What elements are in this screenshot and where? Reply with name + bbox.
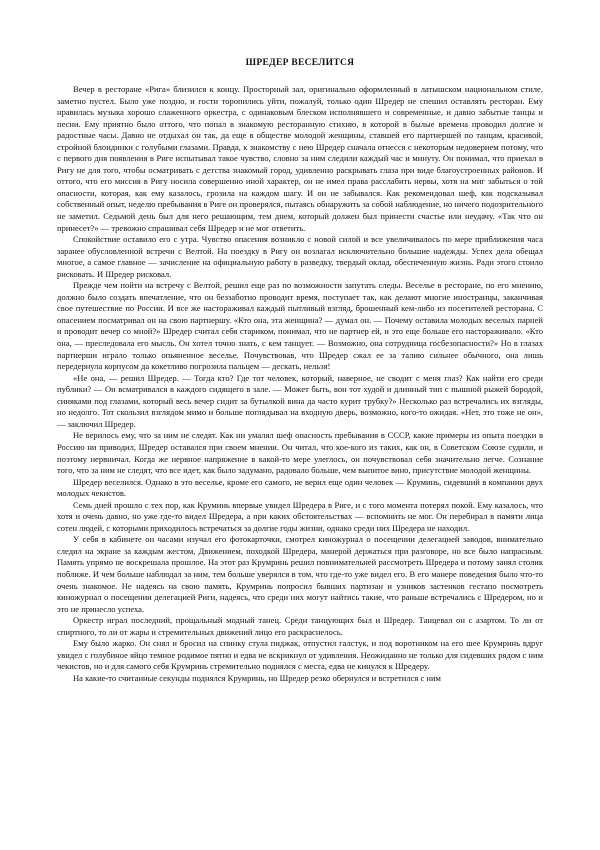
paragraph: Семь дней прошло с тех пор, как Круминь впервые увидел Шредера в Риге, и с того момента потерял покой. Ему казалось, что хотя и очень давно, но уже где-то видел Шредера, а при каких обстоятельствах — вспомнить не мог. Он перебирал в памяти лица сотен людей, с которыми приходилось встречаться за долгие годы жизни, однако среди них Шредера не находил.: [57, 499, 543, 533]
paragraph: Не верилось ему, что за ним не следят. Как ни умалял шеф опасность пребывания в СССР, какие примеры из опыта поездки в Россию ни приводил, Шредер оставался при своем мнении. Он читал, что кое-кого из таких, как он, в Советском Союзе судили, и поэтому нервничал. Когда же нервное напряжение в какой-то мере улеглось, он почувствовал себя значительно легче. Сознание того, что за ним не следят, что все идет, как было задумано, радовало больше, чем выпитое вино, присутствие молодой женщины.: [57, 430, 543, 476]
paragraph: Спокойствие оставило его с утра. Чувство опасения возникло с новой силой и все увеличивалось по мере приближения часа заранее обусловленной встречи с Велтой. На поездку в Ригу он возлагал исключительно большие надежды. Успех дела обещал многое, а самое главное — зачисление на официальную работу в разведку, твердый оклад, обеспеченную жизнь. Ради этого стоило рисковать. И Шредер рисковал.: [57, 234, 543, 279]
paragraph: «Не она, — решил Шредер. — Тогда кто? Где тот человек, который, наверное, не сводит с меня глаз? Как найти его среди публики? — Он всматривался в каждого сидящего в зале. — Может быть, вон тот худой и длинный тип с пышной рыжей бородой, синяками под глазами, который весь вечер сидит за бутылкой вина да часто курит трубку?» Несколько раз встречались их взгляды, но недолго. Тот скользил взглядом мимо и больше поглядывал на входную дверь, возможно, кого-то ожидая. «Нет, это тоже не он», — заключил Шредер.: [57, 372, 543, 429]
paragraph: Вечер в ресторане «Рига» близился к концу. Просторный зал, оригинально оформленный в латышском национальном стиле, заметно пустел. Было уже поздно, и гости торопились уйти, пожалуй, только один Шредер не спешил оставлять ресторан. Ему нравилась музыка хорошо слаженного оркестра, с одинаковым блеском исполнявшего и современные, и давно забытые танцы и песни. Ему приятно было оттого, что попал в знакомую ресторанную стихию, в которой в былые времена проводил долгие и радостные часы. Давно не отдыхал он так, да еще в обществе молодой женщины, ставшей его партнершей по танцам, красивой, стройной блондинки с голубыми глазами. Правда, к знакомству с нею Шредер сначала отнесся с некоторым недоверием потому, что с первого дня появления в Риге испытывал такое чувство, словно за ним следили каждый час и минуту. Он понимал, что приехал в Ригу не для того, чтобы осматривать с детства знакомый город, удивленно раскрывать глаза при виде благоустроенных районов. И оттого, что его миссия в Ригу носила совершенно иной характер, он не имел права расслабить нервы, хотя на миг забыться о той опасности, которая, как ему казалось, грозила на каждом шагу. И он не забывался. Как рекомендовал шеф, как подсказывал собственный опыт, неделю пребывания в Риге он проверялся, пытаясь обнаружить за собой наблюдение, но ничего подозрительного не заметил. Седьмой день был для него решающим, тем днем, который должен был принести счастье или неудачу. «Так что он принесет?» — тревожно спрашивал себя Шредер и не мог ответить.: [57, 84, 543, 233]
paragraph: На какие-то считанные секунды поднялся Крумринь, но Шредер резко обернулся и встретился с ним: [73, 672, 441, 683]
paragraph: Оркестр играл последний, прощальный модный танец. Среди танцующих был и Шредер. Танцевал он с азартом. То ли от спиртного, то ли от жары и стремительных движений лицо его раскраснелось.: [57, 615, 543, 637]
page-title: ШРЕДЕР ВЕСЕЛИТСЯ: [245, 58, 355, 68]
paragraph: Ему было жарко. Он снял и бросил на спинку стула пиджак, отпустил галстук, и под воротником на его шее Крумринь вдруг увидел с голубиное яйцо темное родимое пятно и едва не вскрикнул от удивления. Неожиданно не только для сидевших рядом с ним чекистов, но и для самого себя Крумринь стремительно поднялся с места, едва не кинулся к Шредеру.: [57, 638, 543, 672]
paragraph: Прежде чем пойти на встречу с Велтой, решил еще раз по возможности запутать следы. Веселье в ресторане, по его мнению, должно было создать впечатление, что он беззаботно проводит время, поступает так, как делают многие иностранцы, заканчивая свое путешествие по России. И все же настораживал каждый пытливый взгляд, брошенный кем-либо из посетителей ресторана. С опасением посматривал он на свою партнершу. «Кто она, эта женщина? — думал он. — Почему оставила молодых веселых парней и проводит вечер со мной?» Шредер считал себя стариком, понимал, что не партнер ей, и это еще больше его настораживало. «Кто она, — преследовала его мысль. Он хотел точно знать, с кем танцует. — Возможно, она сотрудница госбезопасности?» Но в глазах партнерши играло только опьяненное веселье. Почувствовав, что Шредер сжал ее за талию сильнее обычного, она лишь передернула корпусом да кокетливо погрозила пальцем — дескать, нельзя!: [57, 280, 543, 372]
paragraph: Шредер веселился. Однако в это веселье, кроме его самого, не верил еще один человек — Круминь, сидевший в компании двух молодых чекистов.: [57, 476, 543, 499]
document-body: [57, 84, 543, 684]
paragraph: У себя в кабинете он часами изучал его фотокарточки, смотрел киножурнал о посещении делегацией заводов, внимательно следил на экране за каждым жестом, Движением, походкой Шредера, манерой держаться при разговоре, но все было напрасным. Память упрямо не воскрешала прошлое. На этот раз Крумринь решил повнимательней рассмотреть Шредера и потому занял столик поближе. И чем больше наблюдал за ним, тем больше уверялся в том, что где-то уже видел его. В его манере поведения было что-то очень знакомое. Не надеясь на свою память, Крумринь попросил бывших партизан и узников застенков гестапо посмотреть киножурнал о посещении делегацией Риги, надеясь, что среди них могут найтись такие, что раньше встречались с Шредером, но и это не принесло успеха.: [57, 534, 543, 614]
